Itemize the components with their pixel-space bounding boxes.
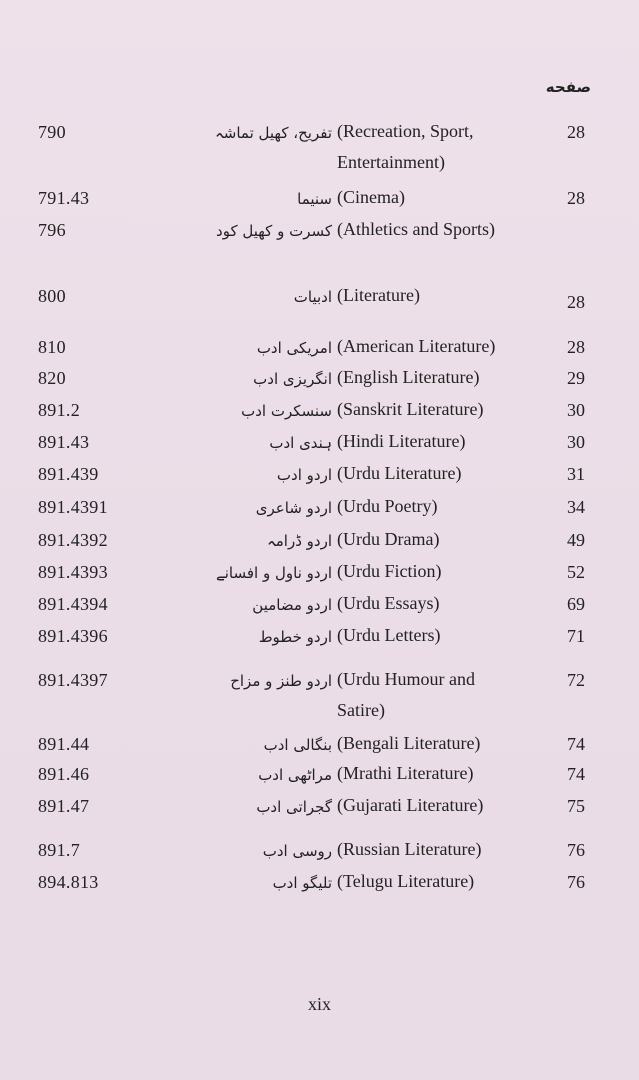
page-reference: 71 (567, 626, 585, 646)
english-subject-line: (Literature) (337, 285, 420, 305)
english-subject-line: (Gujarati Literature) (337, 795, 484, 815)
urdu-subject: اردو ڈرامہ (266, 532, 332, 550)
page-reference: 49 (567, 530, 585, 550)
page-reference: 75 (567, 796, 585, 816)
urdu-subject: مراٹھی ادب (258, 766, 332, 784)
page-reference: 34 (567, 497, 585, 517)
class-number: 791.43 (38, 188, 90, 208)
page-reference: 74 (567, 764, 585, 784)
english-subject-line: (Hindi Literature) (337, 431, 466, 451)
page-reference: 31 (567, 464, 585, 484)
page-reference: 52 (567, 562, 585, 582)
english-subject (337, 116, 473, 178)
class-number: 796 (38, 220, 66, 240)
page-reference: 30 (567, 432, 585, 452)
urdu-subject: اردو شاعری (255, 499, 332, 517)
class-number: 891.4397 (38, 670, 108, 690)
class-number: 891.43 (38, 432, 90, 452)
english-subject-line: (Athletics and Sports) (337, 219, 495, 239)
english-subject (337, 728, 480, 759)
page-reference: 29 (567, 368, 585, 388)
urdu-subject: امریکی ادب (256, 339, 332, 357)
urdu-subject: روسی ادب (262, 842, 332, 860)
urdu-subject: سنیما (297, 190, 332, 208)
urdu-subject: اردو مضامین (252, 596, 332, 614)
english-subject-line: (American Literature) (337, 336, 496, 356)
page-reference: 28 (567, 188, 585, 208)
urdu-subject: اردو ادب (276, 466, 332, 484)
class-number: 891.7 (38, 840, 80, 860)
class-number: 894.813 (38, 872, 99, 892)
urdu-subject: کسرت و کھیل کود (216, 222, 332, 240)
class-number: 800 (38, 286, 66, 306)
page-reference: 69 (567, 594, 585, 614)
class-number: 891.4394 (38, 594, 108, 614)
english-subject-line: (Urdu Essays) (337, 593, 440, 613)
english-subject-line: (Urdu Poetry) (337, 496, 438, 516)
english-subject (337, 758, 473, 789)
urdu-subject: تفریح، کھیل تماشہ (215, 124, 332, 142)
urdu-subject: اردو طنز و مزاح (230, 672, 332, 690)
english-subject (337, 280, 420, 311)
page-number: xix (307, 994, 331, 1014)
english-subject (337, 331, 495, 362)
english-subject-line: (Recreation, Sport, (337, 121, 474, 141)
class-number: 891.4393 (38, 562, 108, 582)
page-reference: 76 (567, 872, 585, 892)
urdu-subject: انگریزی ادب (253, 370, 332, 388)
english-subject-line: (Cinema) (337, 187, 405, 207)
urdu-subject: تلیگو ادب (272, 874, 332, 892)
class-number: 891.2 (38, 400, 80, 420)
english-subject-line: (Urdu Humour and (337, 669, 475, 689)
english-subject-line: (English Literature) (337, 367, 480, 387)
english-subject (337, 620, 440, 651)
class-number: 891.439 (38, 464, 99, 484)
english-subject-line: (Russian Literature) (337, 839, 482, 859)
urdu-subject: سنسکرت ادب (241, 402, 332, 420)
english-subject-line: (Urdu Letters) (337, 625, 441, 645)
english-subject (337, 556, 441, 587)
page-reference: 28 (567, 292, 585, 312)
page-reference: 74 (567, 734, 585, 754)
page-column-header: صفحه (545, 78, 591, 96)
english-subject-line: (Mrathi Literature) (337, 763, 474, 783)
english-subject-line: (Sanskrit Literature) (337, 399, 484, 419)
english-subject (337, 182, 405, 213)
class-number: 891.46 (38, 764, 90, 784)
class-number: 891.47 (38, 796, 90, 816)
english-subject-line: (Bengali Literature) (337, 733, 481, 753)
english-subject (337, 524, 439, 555)
english-subject-line: Entertainment) (337, 152, 445, 172)
english-subject (337, 664, 475, 726)
page-reference: 30 (567, 400, 585, 420)
page-reference: 28 (567, 337, 585, 357)
class-number: 790 (38, 122, 66, 142)
class-number: 891.44 (38, 734, 90, 754)
english-subject-line: (Urdu Fiction) (337, 561, 442, 581)
page-reference: 28 (567, 122, 585, 142)
english-subject (337, 834, 481, 865)
english-subject-line: (Telugu Literature) (337, 871, 475, 891)
page-reference: 76 (567, 840, 585, 860)
class-number: 891.4396 (38, 626, 108, 646)
english-subject (337, 458, 461, 489)
urdu-subject: ہندی ادب (269, 434, 332, 452)
urdu-subject: گجراتی ادب (256, 798, 332, 816)
english-subject-line: (Urdu Drama) (337, 529, 440, 549)
page-reference: 72 (567, 670, 585, 690)
english-subject-line: Satire) (337, 700, 385, 720)
urdu-subject: ادبیات (293, 288, 332, 306)
english-subject (337, 362, 479, 393)
urdu-subject: اردو ناول و افسانے (215, 564, 332, 582)
english-subject (337, 588, 439, 619)
urdu-subject: اردو خطوط (258, 628, 332, 646)
english-subject (337, 866, 474, 897)
english-subject (337, 426, 465, 457)
english-subject (337, 394, 483, 425)
class-number: 820 (38, 368, 66, 388)
urdu-subject: بنگالی ادب (263, 736, 332, 754)
class-number: 810 (38, 337, 66, 357)
english-subject (337, 790, 483, 821)
english-subject (337, 214, 495, 245)
class-number: 891.4392 (38, 530, 108, 550)
english-subject (337, 491, 437, 522)
english-subject-line: (Urdu Literature) (337, 463, 462, 483)
class-number: 891.4391 (38, 497, 108, 517)
